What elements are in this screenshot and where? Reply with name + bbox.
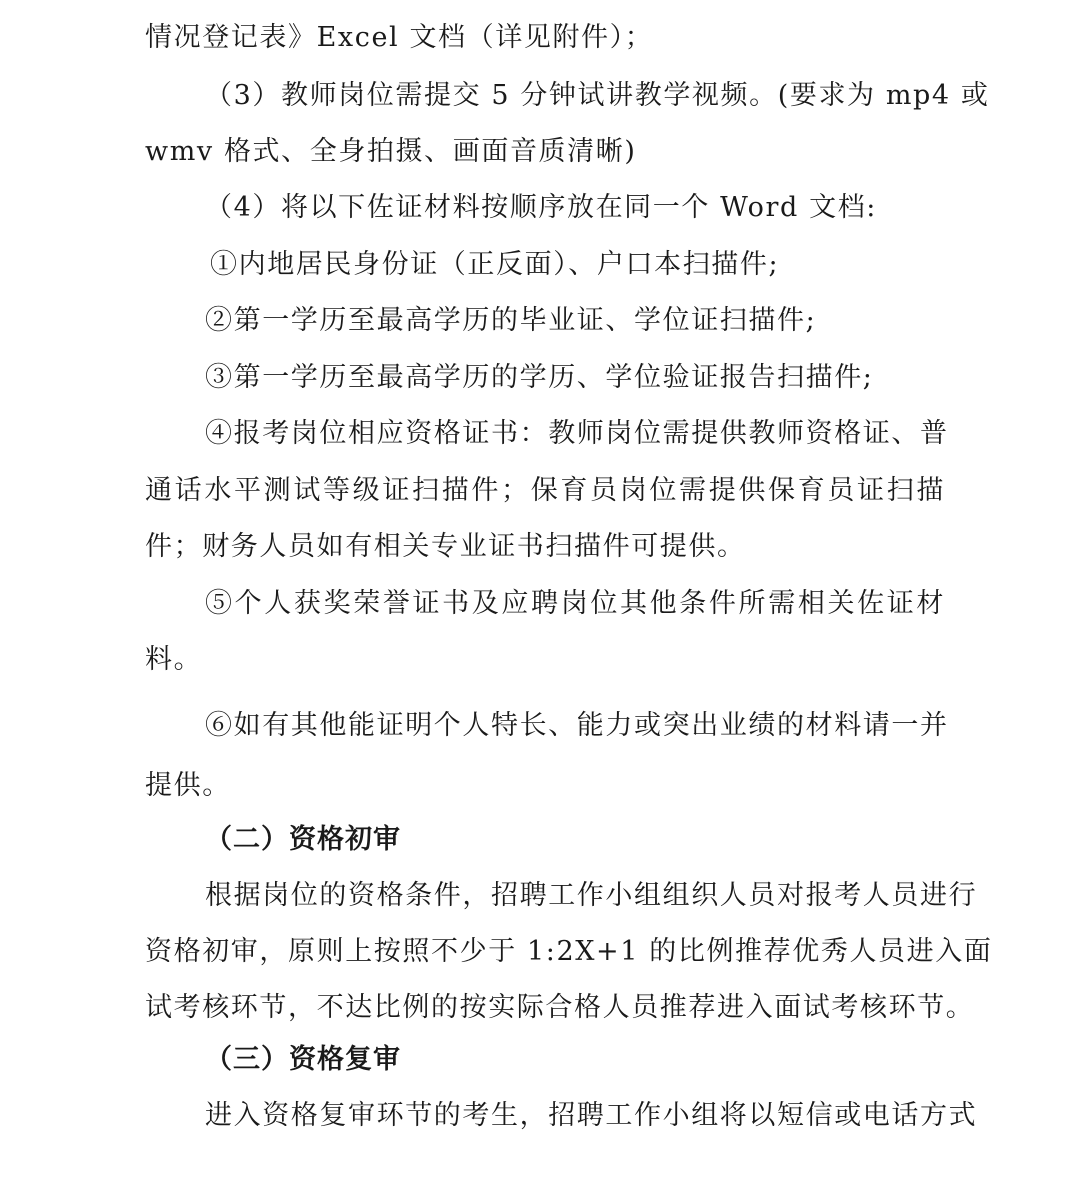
text-line: 资格初审，原则上按照不少于 1:2X+1 的比例推荐优秀人员进入面 — [145, 936, 993, 967]
section-heading: （三）资格复审 — [205, 1044, 401, 1075]
text-line: 试考核环节，不达比例的按实际合格人员推荐进入面试考核环节。 — [145, 992, 975, 1023]
text-line: ④报考岗位相应资格证书：教师岗位需提供教师资格证、普 — [205, 418, 949, 449]
text-line: ⑤个人获奖荣誉证书及应聘岗位其他条件所需相关佐证材 — [205, 588, 945, 619]
text-line: wmv 格式、全身拍摄、画面音质清晰) — [145, 136, 637, 167]
text-line: ②第一学历至最高学历的毕业证、学位证扫描件; — [205, 305, 817, 336]
text-line: 进入资格复审环节的考生，招聘工作小组将以短信或电话方式 — [205, 1100, 978, 1131]
text-line: （4）将以下佐证材料按顺序放在同一个 Word 文档: — [205, 192, 878, 223]
text-line: 根据岗位的资格条件，招聘工作小组组织人员对报考人员进行 — [205, 880, 978, 911]
text-line: 料。 — [145, 644, 203, 675]
section-heading: （二）资格初审 — [205, 824, 401, 855]
text-line: （3）教师岗位需提交 5 分钟试讲教学视频。(要求为 mp4 或 — [205, 80, 990, 111]
text-line: 情况登记表》Excel 文档（详见附件）； — [145, 22, 654, 53]
text-line: 提供。 — [145, 770, 231, 801]
text-line: 件；财务人员如有相关专业证书扫描件可提供。 — [145, 531, 746, 562]
text-line: ⑥如有其他能证明个人特长、能力或突出业绩的材料请一并 — [205, 710, 949, 741]
text-line: 通话水平测试等级证扫描件；保育员岗位需提供保育员证扫描 — [145, 475, 945, 506]
text-line: ①内地居民身份证（正反面）、户口本扫描件; — [210, 249, 780, 280]
text-line: ③第一学历至最高学历的学历、学位验证报告扫描件; — [205, 362, 874, 393]
